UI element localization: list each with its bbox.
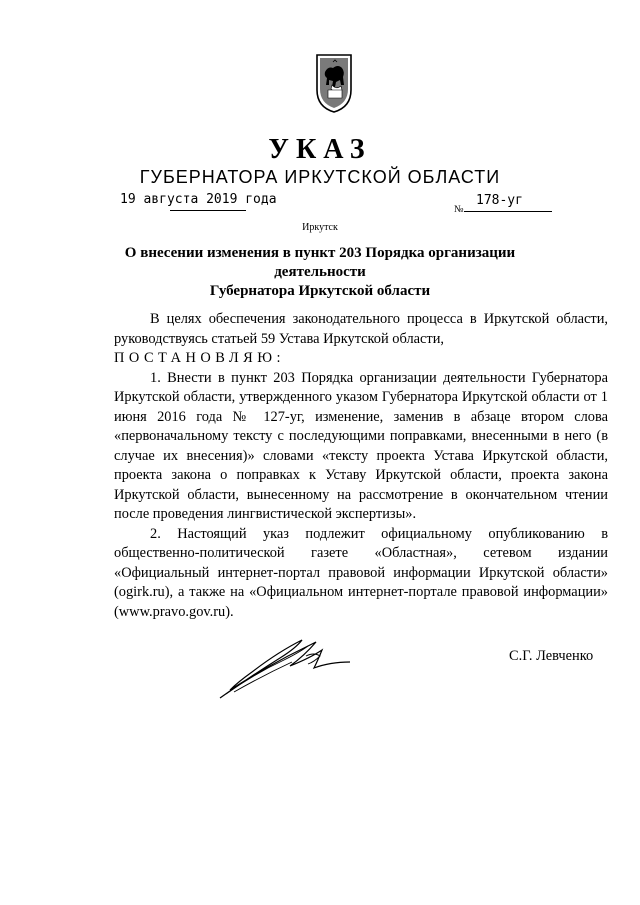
decree-word: ПОСТАНОВЛЯЮ: (114, 350, 286, 366)
preamble-paragraph: В целях обеспечения законодательного процесса в Иркутской области, руководствуясь статьей 59 Устава Иркутской области, (114, 311, 608, 347)
decree-item-1: 1. Внести в пункт 203 Порядка организации деятельности Губернатора Иркутской области, утвержденного указом Губернатора Иркутской области от 1 июня 2016 года № 127-уг, изменение, заменив в абзаце втором слова «первоначальному тексту с последующими поправками, внесенными в него (в случае их внесения)» словами «тексту проекта Устава Иркутской области, проекта закона о поправках к Уставу Иркутской области, проекта закона Иркутской области, вынесенному на рассмотрение в окончательном чтении после проведения лингвистической экспертизы». (114, 369, 608, 522)
date-underline (170, 210, 246, 211)
heading-line-2: Губернатора Иркутской области (209, 283, 431, 299)
decree-heading (100, 244, 540, 301)
coat-of-arms-icon (314, 52, 354, 114)
handwritten-signature-icon (218, 632, 352, 702)
number-prefix: № (454, 204, 464, 215)
heading-line-1: О внесении изменения в пункт 203 Порядка организации деятельности (124, 245, 516, 280)
issue-city: Иркутск (302, 222, 338, 233)
document-title: УКАЗ (268, 134, 372, 165)
decree-item-2: 2. Настоящий указ подлежит официальному опубликованию в общественно-политической газете «Областная», сетевом издании «Официальный интернет-портал правовой информации Иркутской области» (ogirk.ru), а также на «Официальном интернет-портале правовой информации» (www.pravo.gov.ru). (114, 525, 608, 620)
decree-number: 178-уг (476, 193, 523, 208)
document-subtitle: ГУБЕРНАТОРА ИРКУТСКОЙ ОБЛАСТИ (139, 167, 501, 187)
number-underline (464, 211, 552, 212)
signer-name: С.Г. Левченко (509, 648, 594, 664)
decree-body (114, 310, 608, 622)
decree-date: 19 августа 2019 года (120, 192, 277, 207)
